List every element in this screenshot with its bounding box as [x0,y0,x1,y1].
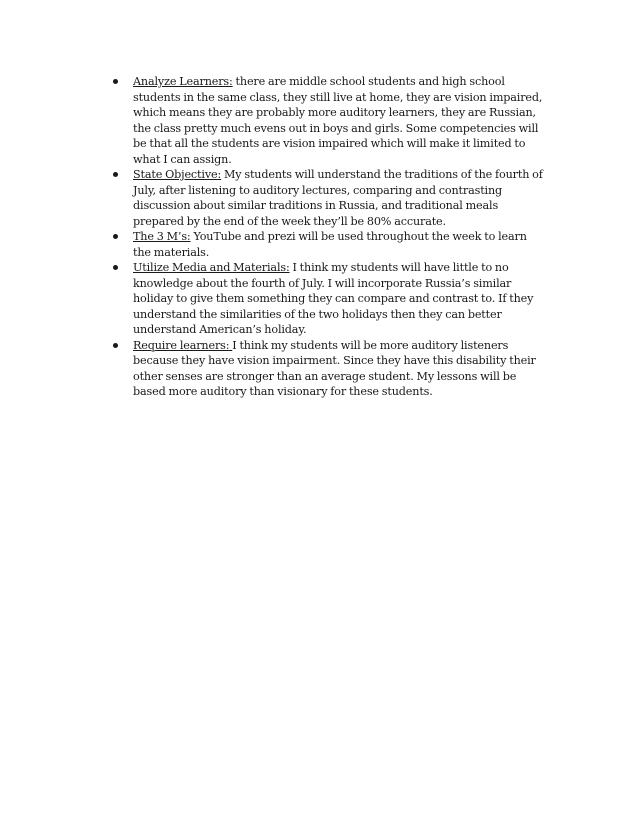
item-heading: Utilize Media and Materials: [133,261,290,274]
list-item-analyze-learners [113,74,545,167]
bullet-icon [113,234,118,239]
bullet-icon [113,343,118,348]
item-heading: State Objective: [133,168,222,181]
item-heading: Analyze Learners: [133,75,233,88]
item-body: there are middle school students and high school students in the same class, they still live at home, they are vision impaired, which means they are probably more auditory learners, they are Russian, the class pretty much evens out in boys and girls. Some competencies will be that all the students are vision impaired which will make it limited to what I can assign. [133,75,543,166]
item-body: I think my students will have little to no knowledge about the fourth of July. I will incorporate Russia’s similar holiday to give them something they can compare and contrast to. If they understand the similarities of the two holidays then they can better understand American’s holiday. [133,261,534,336]
bullet-list [113,74,545,400]
bullet-icon [113,172,118,177]
item-heading: The 3 M’s: [133,230,191,243]
list-item-utilize-media [113,260,545,338]
item-body: I think my students will be more auditory listeners because they have vision impairment. Since they have this disability their other senses are stronger than an average student. My lessons will be based more auditory than visionary for these students. [133,338,536,398]
bullet-icon [113,79,118,84]
bullet-icon [113,265,118,270]
item-heading: Require learners: [133,338,233,352]
item-body: YouTube and prezi will be used throughout the week to learn the materials. [133,230,527,259]
list-item-state-objective [113,167,545,229]
item-body: My students will understand the traditions of the fourth of July, after listening to auditory lectures, comparing and contrasting discussion about similar traditions in Russia, and traditional meals prepared by the end of the week they’ll be 80% accurate. [133,168,543,228]
list-item-require-learners [113,338,545,400]
list-item-three-ms [113,229,545,260]
